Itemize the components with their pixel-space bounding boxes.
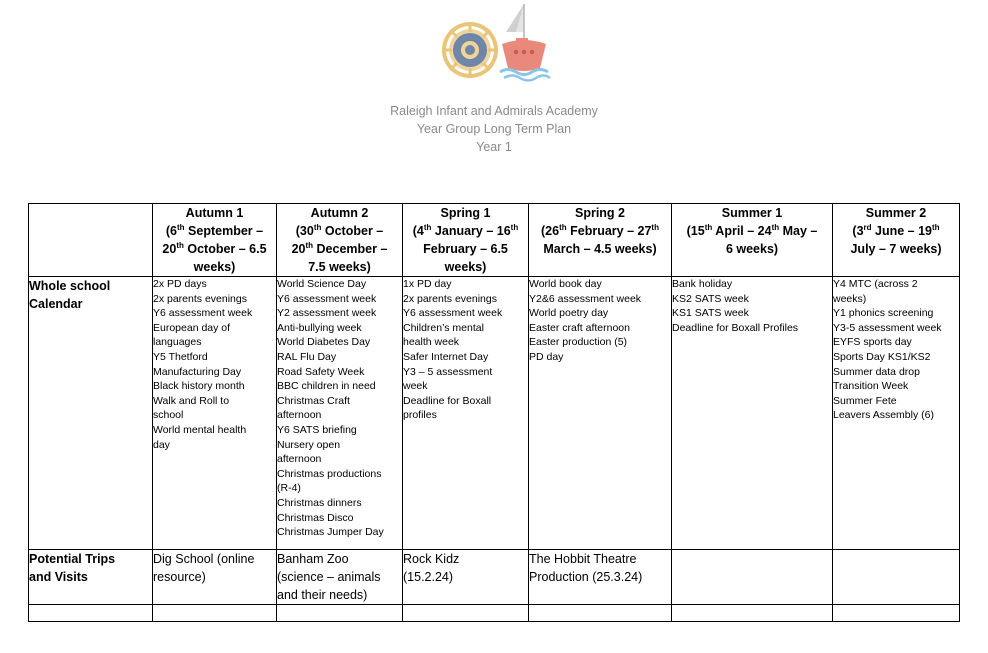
- calendar-line: Christmas Disco: [277, 511, 354, 524]
- row-label-trips: Potential Trips and Visits: [29, 550, 153, 605]
- sailboat-icon: [500, 4, 550, 81]
- calendar-line: World poetry day: [529, 307, 609, 320]
- calendar-line: KS1 SATS week: [672, 307, 749, 320]
- calendar-line: World book day: [529, 278, 602, 290]
- term-header-spring-1: Spring 1 (4th January – 16th February – 6.5 weeks): [403, 204, 529, 277]
- empty-row: [29, 605, 960, 622]
- calendar-line: Manufacturing Day: [153, 365, 242, 378]
- plan-title: Year Group Long Term Plan: [416, 122, 572, 136]
- empty-cell: [529, 605, 672, 622]
- calendar-line: profiles: [403, 409, 437, 422]
- calendar-line: World Science Day: [277, 278, 367, 290]
- calendar-line: Road Safety Week: [277, 365, 365, 378]
- calendar-line: RAL Flu Day: [277, 350, 337, 363]
- calendar-line: Banham Zoo: [277, 552, 349, 566]
- calendar-line: Y4 MTC (across 2: [833, 278, 918, 290]
- long-term-plan-table: [28, 203, 960, 622]
- empty-cell: [277, 605, 403, 622]
- calendar-line: Easter craft afternoon: [529, 321, 630, 334]
- empty-cell: [403, 605, 529, 622]
- calendar-line: Y2&6 assessment week: [529, 292, 642, 305]
- calendar-line: week: [403, 380, 428, 393]
- calendar-line: Y2 assessment week: [277, 307, 377, 320]
- trip-cell-spring-2: [529, 550, 672, 605]
- calendar-line: day: [153, 438, 170, 451]
- calendar-line: PD day: [529, 350, 564, 363]
- calendar-line: The Hobbit Theatre: [529, 552, 637, 566]
- calendar-cell-autumn-2: [277, 277, 403, 550]
- calendar-line: (R-4): [277, 482, 301, 495]
- empty-cell: [672, 605, 833, 622]
- calendar-cell-summer-2: [833, 277, 960, 550]
- calendar-line: Y6 assessment week: [153, 307, 253, 320]
- calendar-line: Y6 assessment week: [403, 307, 503, 320]
- calendar-line: EYFS sports day: [833, 336, 912, 349]
- calendar-line: Deadline for Boxall: [403, 394, 492, 407]
- calendar-line: (15.2.24): [403, 570, 454, 584]
- calendar-line: Summer Fete: [833, 394, 897, 407]
- compass-wheel-icon: [442, 22, 498, 78]
- calendar-line: Nursery open: [277, 438, 341, 451]
- calendar-line: World mental health: [153, 423, 247, 436]
- calendar-line: Y6 SATS briefing: [277, 423, 357, 436]
- calendar-line: Y3 – 5 assessment: [403, 365, 493, 378]
- calendar-line: 2x parents evenings: [403, 292, 497, 305]
- term-header-autumn-2: Autumn 2 (30th October – 20th December – 7.5 weeks): [277, 204, 403, 277]
- empty-cell: [153, 605, 277, 622]
- calendar-line: Christmas dinners: [277, 496, 362, 509]
- calendar-line: Dig School (online: [153, 552, 255, 566]
- term-header-autumn-1: Autumn 1 (6th September – 20th October – 6.5 weeks): [153, 204, 277, 277]
- calendar-line: Christmas Craft: [277, 394, 350, 407]
- calendar-line: Children’s mental: [403, 321, 484, 334]
- calendar-line: weeks): [833, 292, 867, 305]
- trip-cell-autumn-2: [277, 550, 403, 605]
- calendar-line: KS2 SATS week: [672, 292, 749, 305]
- calendar-line: resource): [153, 570, 206, 584]
- calendar-line: BBC children in need: [277, 380, 376, 393]
- calendar-line: Sports Day KS1/KS2: [833, 350, 931, 363]
- empty-cell: [833, 605, 960, 622]
- calendar-line: Walk and Roll to: [153, 394, 230, 407]
- calendar-line: Summer data drop: [833, 365, 920, 378]
- term-header-row: [29, 204, 960, 277]
- calendar-line: Y6 assessment week: [277, 292, 377, 305]
- calendar-line: Christmas productions: [277, 467, 382, 480]
- calendar-line: Anti-bullying week: [277, 321, 362, 334]
- calendar-line: Easter production (5): [529, 336, 628, 349]
- calendar-line: afternoon: [277, 409, 322, 422]
- calendar-line: Bank holiday: [672, 278, 733, 290]
- calendar-line: health week: [403, 336, 460, 349]
- empty-cell: [29, 605, 153, 622]
- trip-cell-autumn-1: [153, 550, 277, 605]
- calendar-row: [29, 277, 960, 550]
- calendar-line: 2x parents evenings: [153, 292, 247, 305]
- calendar-line: afternoon: [277, 453, 322, 466]
- calendar-cell-spring-1: [403, 277, 529, 550]
- calendar-line: (science – animals: [277, 570, 381, 584]
- year-label: Year 1: [476, 140, 512, 154]
- calendar-line: Black history month: [153, 380, 245, 393]
- calendar-line: Y1 phonics screening: [833, 307, 934, 320]
- calendar-line: languages: [153, 336, 202, 349]
- calendar-line: Safer Internet Day: [403, 350, 489, 363]
- calendar-cell-autumn-1: [153, 277, 277, 550]
- calendar-line: World Diabetes Day: [277, 336, 371, 349]
- calendar-cell-summer-1: [672, 277, 833, 550]
- calendar-line: and their needs): [277, 588, 368, 602]
- calendar-line: Leavers Assembly (6): [833, 409, 934, 422]
- term-header-summer-2: Summer 2 (3rd June – 19th July – 7 weeks): [833, 204, 960, 277]
- calendar-line: Y3-5 assessment week: [833, 321, 942, 334]
- calendar-line: Production (25.3.24): [529, 570, 643, 584]
- trips-row: [29, 550, 960, 605]
- corner-cell: [29, 204, 153, 277]
- term-header-summer-1: Summer 1 (15th April – 24th May – 6 weeks): [672, 204, 833, 277]
- calendar-line: Y5 Thetford: [153, 350, 208, 363]
- term-header-spring-2: Spring 2 (26th February – 27th March – 4.5 weeks): [529, 204, 672, 277]
- calendar-line: Christmas Jumper Day: [277, 526, 384, 539]
- calendar-line: European day of: [153, 321, 231, 334]
- school-name: Raleigh Infant and Admirals Academy: [390, 104, 598, 118]
- calendar-line: Transition Week: [833, 380, 909, 393]
- calendar-line: school: [153, 409, 184, 422]
- calendar-cell-spring-2: [529, 277, 672, 550]
- trip-cell-spring-1: [403, 550, 529, 605]
- trip-cell-summer-1: [672, 550, 833, 605]
- calendar-line: Deadline for Boxall Profiles: [672, 321, 799, 334]
- calendar-line: 1x PD day: [403, 278, 452, 290]
- row-label-calendar: Whole school Calendar: [29, 277, 153, 550]
- calendar-line: Rock Kidz: [403, 552, 460, 566]
- trip-cell-summer-2: [833, 550, 960, 605]
- calendar-line: 2x PD days: [153, 278, 207, 290]
- academy-logo: [438, 2, 554, 82]
